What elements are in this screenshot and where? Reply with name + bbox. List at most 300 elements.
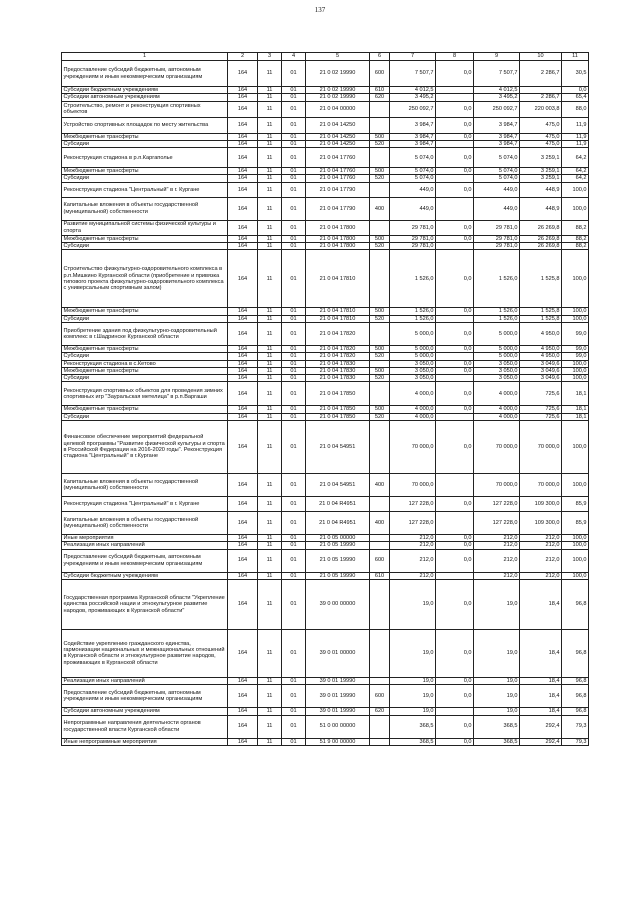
subsection-code-2: 01 bbox=[282, 315, 306, 322]
refined-amount: 19,0 bbox=[474, 708, 520, 715]
section-code: 164 bbox=[228, 322, 258, 345]
row-name: Иные непрограммные мероприятия bbox=[62, 738, 228, 745]
change-amount: 0,0 bbox=[436, 61, 474, 87]
refined-amount: 19,0 bbox=[474, 677, 520, 684]
executed-amount bbox=[520, 87, 562, 94]
section-code: 164 bbox=[228, 315, 258, 322]
percent-executed: 96,8 bbox=[562, 685, 589, 708]
subsection-code-2: 01 bbox=[282, 367, 306, 374]
subsection-code-2: 01 bbox=[282, 243, 306, 250]
percent-executed: 100,0 bbox=[562, 367, 589, 374]
table-row bbox=[62, 367, 589, 374]
target-article: 21 0 04 14250 bbox=[306, 117, 370, 133]
percent-executed: 11,9 bbox=[562, 140, 589, 147]
approved-amount: 1 526,0 bbox=[390, 250, 436, 308]
row-name: Субсидии бюджетным учреждениям bbox=[62, 572, 228, 579]
approved-amount: 19,0 bbox=[390, 579, 436, 629]
budget-table bbox=[61, 52, 589, 746]
percent-executed: 18,1 bbox=[562, 382, 589, 406]
refined-amount: 3 984,7 bbox=[474, 117, 520, 133]
subsection-code: 11 bbox=[258, 345, 282, 352]
subsection-code: 11 bbox=[258, 375, 282, 382]
target-article: 21 0 02 19990 bbox=[306, 94, 370, 101]
refined-amount: 212,0 bbox=[474, 572, 520, 579]
target-article: 21 0 04 17760 bbox=[306, 175, 370, 182]
column-header: 5 bbox=[306, 53, 370, 61]
row-name: Капитальные вложения в объекты государственной (муниципальной) собственности bbox=[62, 474, 228, 497]
approved-amount: 29 781,0 bbox=[390, 243, 436, 250]
expense-type bbox=[370, 421, 390, 474]
subsection-code-2: 01 bbox=[282, 87, 306, 94]
subsection-code: 11 bbox=[258, 148, 282, 168]
subsection-code: 11 bbox=[258, 497, 282, 512]
row-name: Государственная программа Курганской области "Укрепление единства российской нации и этнокультурное развитие народов, проживающих в Курганской области" bbox=[62, 579, 228, 629]
approved-amount: 3 495,2 bbox=[390, 94, 436, 101]
subsection-code: 11 bbox=[258, 250, 282, 308]
table-row bbox=[62, 708, 589, 715]
expense-type: 500 bbox=[370, 345, 390, 352]
section-code: 164 bbox=[228, 168, 258, 175]
percent-executed: 11,9 bbox=[562, 117, 589, 133]
target-article: 39 0 00 00000 bbox=[306, 579, 370, 629]
subsection-code-2: 01 bbox=[282, 197, 306, 220]
refined-amount: 3 050,0 bbox=[474, 367, 520, 374]
change-amount: 0,0 bbox=[436, 715, 474, 738]
subsection-code: 11 bbox=[258, 117, 282, 133]
percent-executed: 18,1 bbox=[562, 406, 589, 413]
subsection-code: 11 bbox=[258, 353, 282, 360]
row-name: Межбюджетные трансферты bbox=[62, 235, 228, 242]
subsection-code: 11 bbox=[258, 685, 282, 708]
row-name: Предоставление субсидий бюджетным, автономным учреждениям и иным некоммерческим организациям bbox=[62, 549, 228, 572]
executed-amount: 3 259,1 bbox=[520, 148, 562, 168]
percent-executed: 88,2 bbox=[562, 220, 589, 235]
expense-type: 600 bbox=[370, 549, 390, 572]
table-row bbox=[62, 168, 589, 175]
row-name: Субсидии bbox=[62, 353, 228, 360]
subsection-code-2: 01 bbox=[282, 308, 306, 315]
section-code: 164 bbox=[228, 87, 258, 94]
row-name: Капитальные вложения в объекты государственной (муниципальной) собственности bbox=[62, 197, 228, 220]
subsection-code-2: 01 bbox=[282, 375, 306, 382]
row-name: Межбюджетные трансферты bbox=[62, 406, 228, 413]
refined-amount: 5 000,0 bbox=[474, 322, 520, 345]
table-row bbox=[62, 182, 589, 197]
approved-amount: 3 050,0 bbox=[390, 367, 436, 374]
expense-type bbox=[370, 497, 390, 512]
target-article: 21 0 04 17830 bbox=[306, 360, 370, 367]
row-name: Реализация иных направлений bbox=[62, 542, 228, 549]
section-code: 164 bbox=[228, 685, 258, 708]
approved-amount: 5 000,0 bbox=[390, 353, 436, 360]
table-row bbox=[62, 117, 589, 133]
refined-amount: 449,0 bbox=[474, 197, 520, 220]
refined-amount: 4 000,0 bbox=[474, 382, 520, 406]
expense-type bbox=[370, 182, 390, 197]
executed-amount: 220 003,8 bbox=[520, 101, 562, 117]
change-amount: 0,0 bbox=[436, 360, 474, 367]
refined-amount: 212,0 bbox=[474, 549, 520, 572]
percent-executed: 100,0 bbox=[562, 375, 589, 382]
subsection-code: 11 bbox=[258, 413, 282, 420]
table-row bbox=[62, 87, 589, 94]
approved-amount: 5 074,0 bbox=[390, 168, 436, 175]
subsection-code-2: 01 bbox=[282, 250, 306, 308]
refined-amount: 4 012,5 bbox=[474, 87, 520, 94]
expense-type: 610 bbox=[370, 87, 390, 94]
executed-amount: 18,4 bbox=[520, 708, 562, 715]
executed-amount: 292,4 bbox=[520, 715, 562, 738]
approved-amount: 368,5 bbox=[390, 738, 436, 745]
target-article: 21 0 04 R4951 bbox=[306, 497, 370, 512]
approved-amount: 212,0 bbox=[390, 549, 436, 572]
refined-amount: 19,0 bbox=[474, 579, 520, 629]
table-row bbox=[62, 315, 589, 322]
section-code: 164 bbox=[228, 243, 258, 250]
subsection-code-2: 01 bbox=[282, 168, 306, 175]
approved-amount: 3 984,7 bbox=[390, 133, 436, 140]
percent-executed: 100,0 bbox=[562, 308, 589, 315]
expense-type bbox=[370, 101, 390, 117]
approved-amount: 250 092,7 bbox=[390, 101, 436, 117]
percent-executed: 96,8 bbox=[562, 579, 589, 629]
subsection-code: 11 bbox=[258, 572, 282, 579]
subsection-code-2: 01 bbox=[282, 549, 306, 572]
change-amount: 0,0 bbox=[436, 535, 474, 542]
table-row bbox=[62, 322, 589, 345]
target-article: 51 0 00 00000 bbox=[306, 715, 370, 738]
subsection-code-2: 01 bbox=[282, 579, 306, 629]
table-row bbox=[62, 474, 589, 497]
table-row bbox=[62, 413, 589, 420]
percent-executed: 96,8 bbox=[562, 708, 589, 715]
approved-amount: 4 000,0 bbox=[390, 406, 436, 413]
percent-executed: 100,0 bbox=[562, 315, 589, 322]
table-row bbox=[62, 549, 589, 572]
section-code: 164 bbox=[228, 182, 258, 197]
change-amount: 0,0 bbox=[436, 345, 474, 352]
table-row bbox=[62, 677, 589, 684]
executed-amount: 448,9 bbox=[520, 182, 562, 197]
subsection-code: 11 bbox=[258, 133, 282, 140]
subsection-code: 11 bbox=[258, 235, 282, 242]
refined-amount: 127 228,0 bbox=[474, 512, 520, 535]
expense-type bbox=[370, 579, 390, 629]
refined-amount: 3 050,0 bbox=[474, 375, 520, 382]
subsection-code: 11 bbox=[258, 421, 282, 474]
target-article: 21 0 04 17800 bbox=[306, 243, 370, 250]
subsection-code-2: 01 bbox=[282, 413, 306, 420]
expense-type: 610 bbox=[370, 572, 390, 579]
executed-amount: 26 269,8 bbox=[520, 235, 562, 242]
row-name: Предоставление субсидий бюджетным, автономным учреждениям и иным некоммерческим организациям bbox=[62, 685, 228, 708]
percent-executed: 100,0 bbox=[562, 549, 589, 572]
row-name: Межбюджетные трансферты bbox=[62, 367, 228, 374]
expense-type bbox=[370, 738, 390, 745]
target-article: 21 0 04 17830 bbox=[306, 367, 370, 374]
subsection-code-2: 01 bbox=[282, 101, 306, 117]
approved-amount: 127 228,0 bbox=[390, 497, 436, 512]
change-amount bbox=[436, 413, 474, 420]
executed-amount: 18,4 bbox=[520, 677, 562, 684]
section-code: 164 bbox=[228, 308, 258, 315]
section-code: 164 bbox=[228, 497, 258, 512]
change-amount: 0,0 bbox=[436, 322, 474, 345]
table-row bbox=[62, 197, 589, 220]
subsection-code: 11 bbox=[258, 182, 282, 197]
executed-amount: 2 286,7 bbox=[520, 94, 562, 101]
table-row bbox=[62, 406, 589, 413]
table-row bbox=[62, 738, 589, 745]
expense-type: 520 bbox=[370, 413, 390, 420]
table-row bbox=[62, 360, 589, 367]
target-article: 21 0 04 R4951 bbox=[306, 512, 370, 535]
page-number: 137 bbox=[314, 6, 326, 14]
subsection-code-2: 01 bbox=[282, 474, 306, 497]
target-article: 21 0 04 17830 bbox=[306, 375, 370, 382]
subsection-code-2: 01 bbox=[282, 94, 306, 101]
change-amount: 0,0 bbox=[436, 367, 474, 374]
table-row bbox=[62, 382, 589, 406]
subsection-code: 11 bbox=[258, 61, 282, 87]
table-row bbox=[62, 629, 589, 677]
approved-amount: 368,5 bbox=[390, 715, 436, 738]
change-amount: 0,0 bbox=[436, 549, 474, 572]
change-amount: 0,0 bbox=[436, 382, 474, 406]
percent-executed: 85,9 bbox=[562, 497, 589, 512]
section-code: 164 bbox=[228, 94, 258, 101]
change-amount: 0,0 bbox=[436, 308, 474, 315]
refined-amount: 5 074,0 bbox=[474, 168, 520, 175]
approved-amount: 3 984,7 bbox=[390, 140, 436, 147]
header-row bbox=[62, 53, 589, 61]
row-name: Иные мероприятия bbox=[62, 535, 228, 542]
percent-executed: 100,0 bbox=[562, 250, 589, 308]
percent-executed: 100,0 bbox=[562, 542, 589, 549]
target-article: 21 0 05 19990 bbox=[306, 542, 370, 549]
expense-type: 400 bbox=[370, 474, 390, 497]
row-name: Субсидии bbox=[62, 315, 228, 322]
percent-executed: 64,2 bbox=[562, 175, 589, 182]
subsection-code: 11 bbox=[258, 101, 282, 117]
expense-type: 520 bbox=[370, 140, 390, 147]
subsection-code: 11 bbox=[258, 308, 282, 315]
subsection-code-2: 01 bbox=[282, 677, 306, 684]
subsection-code: 11 bbox=[258, 542, 282, 549]
section-code: 164 bbox=[228, 101, 258, 117]
section-code: 164 bbox=[228, 235, 258, 242]
table-row bbox=[62, 535, 589, 542]
target-article: 21 0 04 17820 bbox=[306, 353, 370, 360]
table-row bbox=[62, 715, 589, 738]
approved-amount: 449,0 bbox=[390, 197, 436, 220]
subsection-code: 11 bbox=[258, 579, 282, 629]
refined-amount: 4 000,0 bbox=[474, 413, 520, 420]
refined-amount: 29 781,0 bbox=[474, 235, 520, 242]
table-row bbox=[62, 133, 589, 140]
section-code: 164 bbox=[228, 140, 258, 147]
percent-executed: 64,2 bbox=[562, 148, 589, 168]
target-article: 39 0 01 19990 bbox=[306, 677, 370, 684]
target-article: 21 0 04 17800 bbox=[306, 235, 370, 242]
table-row bbox=[62, 235, 589, 242]
section-code: 164 bbox=[228, 382, 258, 406]
subsection-code-2: 01 bbox=[282, 382, 306, 406]
section-code: 164 bbox=[228, 413, 258, 420]
subsection-code: 11 bbox=[258, 243, 282, 250]
executed-amount: 18,4 bbox=[520, 579, 562, 629]
table-row bbox=[62, 345, 589, 352]
change-amount bbox=[436, 243, 474, 250]
expense-type: 500 bbox=[370, 168, 390, 175]
subsection-code-2: 01 bbox=[282, 542, 306, 549]
target-article: 21 0 04 17810 bbox=[306, 308, 370, 315]
refined-amount: 5 000,0 bbox=[474, 345, 520, 352]
section-code: 164 bbox=[228, 535, 258, 542]
refined-amount: 368,5 bbox=[474, 715, 520, 738]
percent-executed: 99,0 bbox=[562, 345, 589, 352]
change-amount: 0,0 bbox=[436, 738, 474, 745]
change-amount: 0,0 bbox=[436, 101, 474, 117]
percent-executed: 85,9 bbox=[562, 512, 589, 535]
expense-type: 600 bbox=[370, 685, 390, 708]
row-name: Капитальные вложения в объекты государственной (муниципальной) собственности bbox=[62, 512, 228, 535]
refined-amount: 3 984,7 bbox=[474, 140, 520, 147]
section-code: 164 bbox=[228, 175, 258, 182]
target-article: 21 0 04 14250 bbox=[306, 140, 370, 147]
expense-type: 500 bbox=[370, 235, 390, 242]
refined-amount: 7 507,7 bbox=[474, 61, 520, 87]
table-row bbox=[62, 94, 589, 101]
section-code: 164 bbox=[228, 406, 258, 413]
change-amount: 0,0 bbox=[436, 235, 474, 242]
row-name: Приобретение здания под физкультурно-оздоровительный комплекс в г.Шадринске Курганской области bbox=[62, 322, 228, 345]
subsection-code: 11 bbox=[258, 87, 282, 94]
target-article: 21 0 05 19990 bbox=[306, 549, 370, 572]
refined-amount: 212,0 bbox=[474, 542, 520, 549]
percent-executed: 79,3 bbox=[562, 738, 589, 745]
section-code: 164 bbox=[228, 375, 258, 382]
executed-amount: 26 269,8 bbox=[520, 243, 562, 250]
target-article: 21 0 04 17810 bbox=[306, 250, 370, 308]
expense-type bbox=[370, 535, 390, 542]
percent-executed: 99,0 bbox=[562, 353, 589, 360]
target-article: 21 0 02 19990 bbox=[306, 87, 370, 94]
subsection-code: 11 bbox=[258, 360, 282, 367]
target-article: 21 0 04 17790 bbox=[306, 197, 370, 220]
section-code: 164 bbox=[228, 512, 258, 535]
subsection-code-2: 01 bbox=[282, 421, 306, 474]
subsection-code: 11 bbox=[258, 715, 282, 738]
refined-amount: 4 000,0 bbox=[474, 406, 520, 413]
table-row bbox=[62, 175, 589, 182]
refined-amount: 3 050,0 bbox=[474, 360, 520, 367]
change-amount: 0,0 bbox=[436, 182, 474, 197]
executed-amount: 3 049,6 bbox=[520, 375, 562, 382]
executed-amount: 212,0 bbox=[520, 535, 562, 542]
column-header: 4 bbox=[282, 53, 306, 61]
subsection-code: 11 bbox=[258, 175, 282, 182]
expense-type bbox=[370, 250, 390, 308]
approved-amount: 29 781,0 bbox=[390, 235, 436, 242]
target-article: 21 0 04 17810 bbox=[306, 315, 370, 322]
expense-type: 520 bbox=[370, 315, 390, 322]
target-article: 51 9 00 00000 bbox=[306, 738, 370, 745]
percent-executed: 64,2 bbox=[562, 168, 589, 175]
executed-amount: 4 950,0 bbox=[520, 322, 562, 345]
approved-amount: 212,0 bbox=[390, 542, 436, 549]
change-amount: 0,0 bbox=[436, 629, 474, 677]
table-row bbox=[62, 101, 589, 117]
table-row bbox=[62, 542, 589, 549]
expense-type: 600 bbox=[370, 61, 390, 87]
approved-amount: 4 000,0 bbox=[390, 413, 436, 420]
percent-executed: 100,0 bbox=[562, 535, 589, 542]
row-name: Субсидии bbox=[62, 243, 228, 250]
subsection-code-2: 01 bbox=[282, 715, 306, 738]
approved-amount: 70 000,0 bbox=[390, 421, 436, 474]
target-article: 21 0 04 17760 bbox=[306, 148, 370, 168]
refined-amount: 70 000,0 bbox=[474, 474, 520, 497]
change-amount bbox=[436, 572, 474, 579]
expense-type bbox=[370, 322, 390, 345]
percent-executed: 100,0 bbox=[562, 572, 589, 579]
refined-amount: 5 074,0 bbox=[474, 148, 520, 168]
refined-amount: 1 526,0 bbox=[474, 315, 520, 322]
change-amount: 0,0 bbox=[436, 421, 474, 474]
table-row bbox=[62, 353, 589, 360]
refined-amount: 1 526,0 bbox=[474, 250, 520, 308]
section-code: 164 bbox=[228, 542, 258, 549]
expense-type bbox=[370, 360, 390, 367]
percent-executed: 88,2 bbox=[562, 243, 589, 250]
subsection-code-2: 01 bbox=[282, 685, 306, 708]
refined-amount: 127 228,0 bbox=[474, 497, 520, 512]
refined-amount: 70 000,0 bbox=[474, 421, 520, 474]
percent-executed: 11,9 bbox=[562, 133, 589, 140]
percent-executed: 100,0 bbox=[562, 421, 589, 474]
expense-type: 500 bbox=[370, 406, 390, 413]
row-name: Межбюджетные трансферты bbox=[62, 308, 228, 315]
target-article: 21 0 04 54951 bbox=[306, 421, 370, 474]
executed-amount: 212,0 bbox=[520, 549, 562, 572]
subsection-code: 11 bbox=[258, 549, 282, 572]
executed-amount: 725,6 bbox=[520, 382, 562, 406]
change-amount bbox=[436, 708, 474, 715]
row-name: Реконструкция стадиона в с.Кетово bbox=[62, 360, 228, 367]
target-article: 21 0 05 19990 bbox=[306, 572, 370, 579]
approved-amount: 5 074,0 bbox=[390, 148, 436, 168]
section-code: 164 bbox=[228, 715, 258, 738]
table-row bbox=[62, 497, 589, 512]
subsection-code-2: 01 bbox=[282, 572, 306, 579]
change-amount: 0,0 bbox=[436, 406, 474, 413]
subsection-code-2: 01 bbox=[282, 629, 306, 677]
subsection-code: 11 bbox=[258, 629, 282, 677]
refined-amount: 3 495,2 bbox=[474, 94, 520, 101]
refined-amount: 368,5 bbox=[474, 738, 520, 745]
target-article: 21 0 04 00000 bbox=[306, 101, 370, 117]
percent-executed: 96,8 bbox=[562, 629, 589, 677]
approved-amount: 5 000,0 bbox=[390, 322, 436, 345]
executed-amount: 2 286,7 bbox=[520, 61, 562, 87]
target-article: 21 0 05 00000 bbox=[306, 535, 370, 542]
change-amount bbox=[436, 94, 474, 101]
subsection-code: 11 bbox=[258, 512, 282, 535]
percent-executed: 100,0 bbox=[562, 182, 589, 197]
subsection-code-2: 01 bbox=[282, 61, 306, 87]
section-code: 164 bbox=[228, 197, 258, 220]
